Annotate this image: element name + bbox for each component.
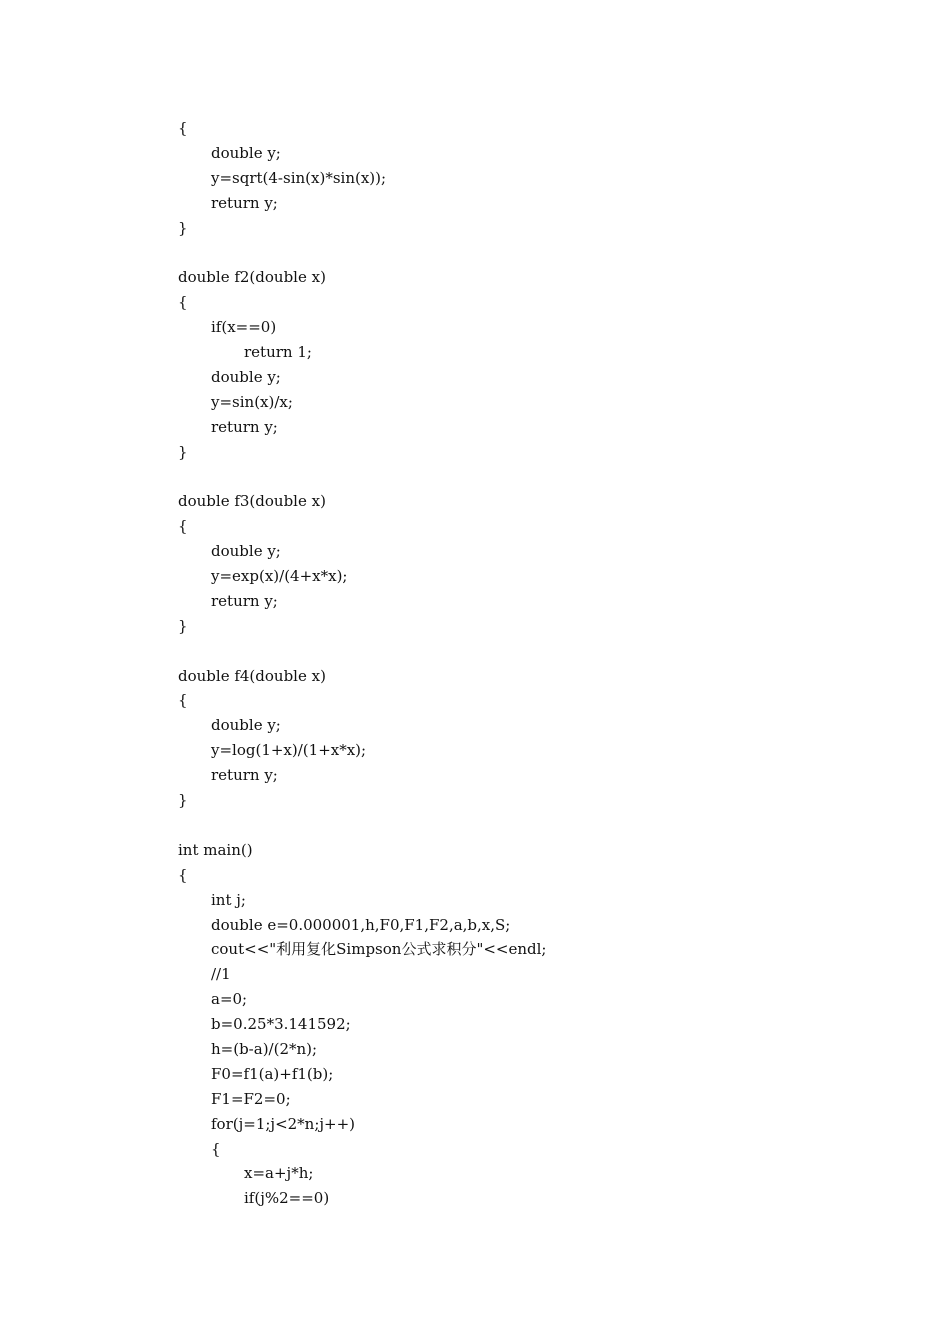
code-line: double y; (211, 716, 281, 735)
code-line: int main() (178, 840, 253, 859)
code-line: } (178, 442, 188, 461)
code-line: int j; (211, 890, 246, 909)
code-line: h=(b-a)/(2*n); (211, 1039, 318, 1058)
code-line: y=log(1+x)/(1+x*x); (211, 741, 367, 760)
code-line: return y; (211, 591, 278, 610)
code-line: a=0; (211, 990, 248, 1009)
code-line (178, 639, 878, 664)
code-line: for(j=1;j<2*n;j++) (211, 1114, 356, 1133)
code-line: F1=F2=0; (211, 1089, 291, 1108)
code-line: b=0.25*3.141592; (211, 1015, 351, 1034)
code-line: { (178, 517, 188, 536)
code-line: { (178, 293, 188, 312)
code-line: y=exp(x)/(4+x*x); (211, 567, 348, 586)
code-line: { (211, 1139, 221, 1158)
code-line: y=sqrt(4-sin(x)*sin(x)); (211, 168, 387, 187)
code-line: } (178, 791, 188, 810)
code-line: return y; (211, 193, 278, 212)
code-line: double y; (211, 542, 281, 561)
code-line: //1 (211, 965, 231, 984)
code-line: return y; (211, 766, 278, 785)
code-line: F0=f1(a)+f1(b); (211, 1064, 334, 1083)
code-line (178, 464, 878, 489)
code-line: x=a+j*h; (244, 1164, 314, 1183)
code-line: double f4(double x) (178, 666, 326, 685)
code-line: } (178, 616, 188, 635)
code-line: y=sin(x)/x; (211, 392, 293, 411)
code-line: if(x==0) (211, 318, 277, 337)
code-line: { (178, 691, 188, 710)
code-line: cout<<"利用复化Simpson公式求积分"<<endl; (211, 940, 547, 959)
code-line: return y; (211, 417, 278, 436)
code-line (178, 813, 878, 838)
code-line: double y; (211, 143, 281, 162)
code-listing (178, 116, 878, 1211)
code-line: { (178, 119, 188, 137)
code-line: double f3(double x) (178, 492, 326, 511)
code-line: double e=0.000001,h,F0,F1,F2,a,b,x,S; (211, 915, 511, 934)
code-line: if(j%2==0) (244, 1189, 330, 1208)
code-line: double f2(double x) (178, 268, 326, 287)
code-line (178, 240, 878, 265)
code-line: return 1; (244, 343, 312, 362)
code-line: { (178, 865, 188, 884)
code-line: } (178, 218, 188, 237)
code-line: double y; (211, 367, 281, 386)
